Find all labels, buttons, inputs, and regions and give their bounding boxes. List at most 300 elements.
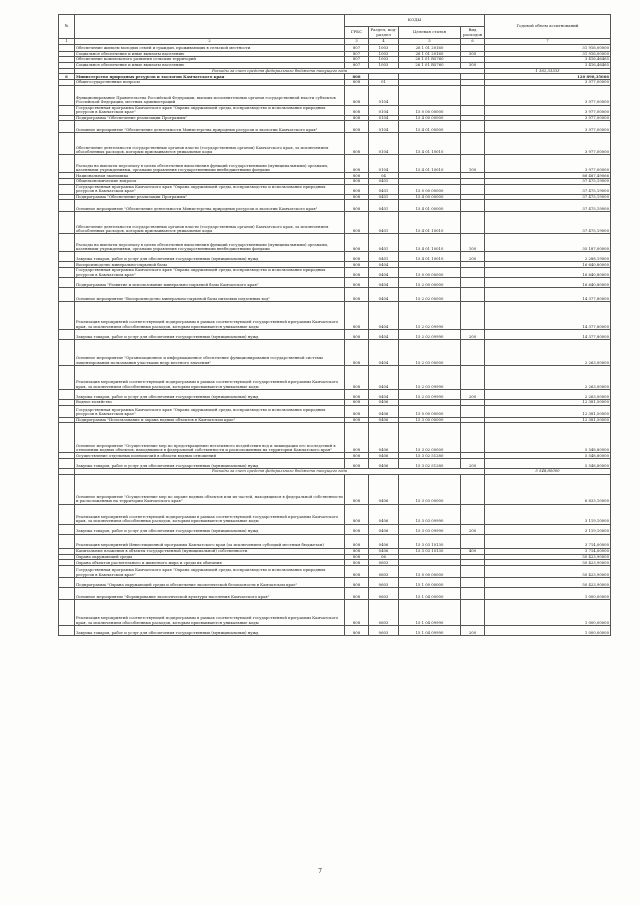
row-sum-cell: 37 475,19000 — [485, 200, 611, 212]
row-grbs-cell: 808 — [345, 405, 369, 417]
row-rz-cell: 01 — [369, 79, 399, 85]
row-grbs-cell: 807 — [345, 44, 369, 51]
row-rz-cell: 0404 — [369, 268, 399, 278]
table-row — [59, 133, 611, 155]
row-grbs-cell: 808 — [345, 234, 369, 252]
row-sum-cell: 5 548,80000 — [485, 453, 611, 459]
row-rz-cell: 0401 — [369, 184, 399, 194]
row-name-cell: Основное мероприятие "Обеспечение деятельности Министерства природных ресурсов и экологии Камчатского края" — [75, 121, 345, 133]
row-vr-cell — [461, 534, 485, 548]
row-vr-cell — [461, 423, 485, 453]
row-rz-cell: 0603 — [369, 566, 399, 578]
row-name-cell: Функционирование Правительства Российской Федерации, высших исполнительных органов государственной власти субъектов Российской Федерации, местных администраций — [75, 85, 345, 105]
row-sum-cell: 3 119,10000 — [485, 504, 611, 524]
table-row — [59, 588, 611, 600]
column-number: 7 — [485, 38, 611, 44]
row-rz-cell: 0603 — [369, 626, 399, 636]
row-rz-cell: 0406 — [369, 534, 399, 548]
row-grbs-cell: 807 — [345, 62, 369, 68]
table-row — [59, 600, 611, 626]
row-rz-cell: 0401 — [369, 252, 399, 262]
row-sum-cell: 1 000,00000 — [485, 600, 611, 626]
row-sum-cell: 3 977,00000 — [485, 115, 611, 121]
row-index-cell — [59, 600, 75, 626]
row-name-cell: Обеспечение деятельности государственных органов власти (государственных органов) Камчатского края, за исключением обособленных расходов, которым присваиваются уникальные коды — [75, 133, 345, 155]
table-row — [59, 534, 611, 548]
row-cs-cell: 26 1 01 R5760 — [399, 57, 461, 63]
row-vr-cell — [461, 566, 485, 578]
row-name-cell: Государственная программа Камчатского края "Охрана окружающей среды, воспроизводство и использование природных ресурсов в Камчатском крае" — [75, 184, 345, 194]
row-index-cell — [59, 133, 75, 155]
row-cs-cell: 15 3 02 00000 — [399, 423, 461, 453]
row-name-cell: Подпрограмма "Развитие и использование минерально-сырьевой базы Камчатского края" — [75, 278, 345, 288]
row-index-cell: 6 — [59, 74, 75, 80]
row-sum-cell: 2 263,00000 — [485, 390, 611, 400]
row-grbs-cell: 808 — [345, 459, 369, 469]
row-rz-cell: 0401 — [369, 200, 399, 212]
row-name-cell: Подпрограмма "Использование и охрана водных объектов в Камчатском крае" — [75, 417, 345, 423]
row-sum-cell: 1 000,00000 — [485, 626, 611, 636]
row-rz-cell: 0406 — [369, 459, 399, 469]
row-index-cell — [59, 534, 75, 548]
row-cs-cell: 15 4 00 00000 — [399, 194, 461, 200]
row-vr-cell — [461, 85, 485, 105]
row-sum-cell: 66 487,49066 — [485, 173, 611, 179]
header-cs: Целевая статья — [399, 27, 461, 38]
row-sum-cell: 6 833,10000 — [485, 474, 611, 504]
row-rz-cell: 0404 — [369, 330, 399, 340]
row-rz-cell: 0104 — [369, 133, 399, 155]
column-number: 6 — [461, 38, 485, 44]
row-rz-cell: 0404 — [369, 278, 399, 288]
row-grbs-cell: 808 — [345, 417, 369, 423]
row-cs-cell: 15 4 01 10010 — [399, 252, 461, 262]
row-rz-cell: 0404 — [369, 340, 399, 366]
row-vr-cell: 200 — [461, 459, 485, 469]
row-name-cell: Закупка товаров, работ и услуг для обеспечения государственных (муниципальных) нужд — [75, 390, 345, 400]
row-rz-cell: 0406 — [369, 504, 399, 524]
row-cs-cell: 15 1 04 00000 — [399, 588, 461, 600]
row-sum-cell: 12 381,50000 — [485, 400, 611, 406]
row-name-cell: Капитальные вложения в объекты государственной (муниципальной) собственности — [75, 548, 345, 554]
row-rz-cell: 0401 — [369, 179, 399, 185]
budget-table — [58, 14, 611, 636]
row-rz-cell: 0404 — [369, 302, 399, 330]
row-name-cell: Воспроизводство минерально-сырьевой базы — [75, 262, 345, 268]
row-grbs-cell: 808 — [345, 105, 369, 115]
row-rz-cell: 0404 — [369, 262, 399, 268]
row-grbs-cell: 808 — [345, 212, 369, 234]
row-sum-cell: 3 416,46465 — [485, 57, 611, 63]
row-grbs-cell: 808 — [345, 74, 369, 80]
row-vr-cell: 200 — [461, 626, 485, 636]
row-cs-cell: 15 2 02 09990 — [399, 302, 461, 330]
row-index-cell — [59, 268, 75, 278]
row-cs-cell: 15 4 01 10010 — [399, 212, 461, 234]
row-vr-cell: 200 — [461, 524, 485, 534]
column-number: 3 — [345, 38, 369, 44]
table-row — [59, 366, 611, 390]
row-name-cell: Расходы на выплаты персоналу в целях обеспечения выполнения функций государственными (муниципальными) органами, казенными учреждениями, органами управления государственными внебюджетными фондами — [75, 234, 345, 252]
row-name-cell: Государственная программа Камчатского края "Охрана окружающей среды, воспроизводство и использование природных ресурсов в Камчатском крае" — [75, 105, 345, 115]
row-grbs-cell: 808 — [345, 548, 369, 554]
row-index-cell — [59, 330, 75, 340]
row-name-cell: Общегосударственные вопросы — [75, 79, 345, 85]
row-rz-cell: 0404 — [369, 288, 399, 302]
row-sum-cell: 37 475,19000 — [485, 179, 611, 185]
row-index-cell — [59, 405, 75, 417]
row-sum-cell: 3 977,00000 — [485, 155, 611, 173]
row-index-cell — [59, 200, 75, 212]
row-cs-cell: 15 0 00 00000 — [399, 566, 461, 578]
row-vr-cell — [461, 44, 485, 51]
row-sum-cell: 50 423,90000 — [485, 566, 611, 578]
row-vr-cell — [461, 268, 485, 278]
row-name-cell: Государственная программа Камчатского края "Охрана окружающей среды, воспроизводство и использование природных ресурсов в Камчатском крае" — [75, 405, 345, 417]
row-name-cell: Закупка товаров, работ и услуг для обеспечения государственных (муниципальных) нужд — [75, 626, 345, 636]
row-cs-cell: 15 0 00 00000 — [399, 184, 461, 194]
row-index-cell — [59, 44, 75, 51]
row-sum-cell: 120 898,35066 — [485, 74, 611, 80]
row-cs-cell: 15 3 03 09990 — [399, 504, 461, 524]
row-name-cell: Социальное обеспечение и иные выплаты населению — [75, 62, 345, 68]
row-name-cell: Реализация мероприятий Инвестиционной программы Камчатского края (за исключением субсидий местным бюджетам) — [75, 534, 345, 548]
header-sum: Годовой объем ассигнований — [485, 15, 611, 39]
row-grbs-cell: 808 — [345, 340, 369, 366]
row-vr-cell — [461, 504, 485, 524]
row-name-cell: Охрана окружающей среды — [75, 554, 345, 560]
row-rz-cell: 0401 — [369, 234, 399, 252]
row-grbs-cell: 808 — [345, 278, 369, 288]
row-cs-cell: 15 2 00 00000 — [399, 278, 461, 288]
row-cs-cell — [399, 85, 461, 105]
row-vr-cell — [461, 578, 485, 588]
row-index-cell — [59, 578, 75, 588]
row-cs-cell: 15 3 03 09990 — [399, 524, 461, 534]
row-grbs-cell: 808 — [345, 115, 369, 121]
row-name-cell: Основное мероприятие "Воспроизводство минерально-сырьевой базы питьевых подземных вод" — [75, 288, 345, 302]
row-sum-cell: 2 288,19000 — [485, 252, 611, 262]
row-rz-cell: 0401 — [369, 194, 399, 200]
row-name-cell: Основное мероприятие "Организационное и информационное обеспечение функционирования государственной системы лицензирования пользования участками недр местного значения" — [75, 340, 345, 366]
row-index-cell — [59, 588, 75, 600]
row-name-cell: Водное хозяйство — [75, 400, 345, 406]
row-vr-cell — [461, 288, 485, 302]
row-name-cell: Подпрограмма "Обеспечение реализации Программы" — [75, 194, 345, 200]
row-cs-cell: 15 3 03 10130 — [399, 534, 461, 548]
row-cs-cell: 15 4 01 10010 — [399, 133, 461, 155]
row-grbs-cell: 808 — [345, 79, 369, 85]
row-grbs-cell: 808 — [345, 133, 369, 155]
row-grbs-cell: 808 — [345, 504, 369, 524]
row-name-cell: Закупка товаров, работ и услуг для обеспечения государственных (муниципальных) нужд — [75, 252, 345, 262]
row-sum-cell: 14 377,80000 — [485, 302, 611, 330]
row-sum-cell: 37 475,19000 — [485, 184, 611, 194]
row-rz-cell: 0404 — [369, 390, 399, 400]
table-row — [59, 459, 611, 469]
table-row — [59, 330, 611, 340]
row-name-cell: Расходы на выплаты персоналу в целях обеспечения выполнения функций государственными (муниципальными) органами, казенными учреждениями, органами управления государственными внебюджетными фондами — [75, 155, 345, 173]
row-sum-cell: 5 548,80000 — [485, 423, 611, 453]
table-row — [59, 268, 611, 278]
row-grbs-cell: 808 — [345, 366, 369, 390]
row-vr-cell — [461, 405, 485, 417]
row-grbs-cell: 808 — [345, 400, 369, 406]
row-index-cell — [59, 626, 75, 636]
row-grbs-cell: 808 — [345, 453, 369, 459]
row-name-cell: Государственная программа Камчатского края "Охрана окружающей среды, воспроизводство и использование природных ресурсов в Камчатском крае" — [75, 268, 345, 278]
row-vr-cell: 300 — [461, 51, 485, 57]
row-vr-cell — [461, 302, 485, 330]
row-index-cell — [59, 234, 75, 252]
row-name-cell: Реализация мероприятий соответствующей подпрограммы в рамках соответствующей государственной программы Камчатского края, за исключением обособленных расходов, которым присваиваются уникальные коды — [75, 302, 345, 330]
row-grbs-cell: 808 — [345, 173, 369, 179]
row-index-cell — [59, 184, 75, 194]
row-grbs-cell: 808 — [345, 252, 369, 262]
row-grbs-cell: 808 — [345, 534, 369, 548]
row-name-cell: Основное мероприятие "Формирование экологической культуры населения Камчатского края" — [75, 588, 345, 600]
row-sum-cell: 3 977,00000 — [485, 85, 611, 105]
row-sum-cell: 1 000,00000 — [485, 588, 611, 600]
table-row — [59, 566, 611, 578]
row-name-cell: Осуществление отдельных полномочий в области водных отношений — [75, 453, 345, 459]
row-index-cell — [59, 105, 75, 115]
row-grbs-cell: 808 — [345, 179, 369, 185]
row-cs-cell: 15 2 03 09990 — [399, 366, 461, 390]
row-sum-cell: 3 119,10000 — [485, 524, 611, 534]
row-note-cell: Расходы за счет средств федерального бюджета текущего года — [75, 68, 485, 74]
row-sum-cell: 31 916,00000 — [485, 51, 611, 57]
table-row — [59, 155, 611, 173]
table-row — [59, 423, 611, 453]
row-vr-cell: 100 — [461, 234, 485, 252]
header-grbs: ГРБС — [345, 27, 369, 38]
row-sum-cell: 12 381,50000 — [485, 417, 611, 423]
budget-sheet — [58, 14, 610, 636]
row-rz-cell: 1003 — [369, 57, 399, 63]
table-row — [59, 85, 611, 105]
row-sum-cell: 3 416,46465 — [485, 62, 611, 68]
row-index-cell — [59, 390, 75, 400]
row-index-cell — [59, 524, 75, 534]
row-rz-cell: 0603 — [369, 560, 399, 566]
row-name-cell: Закупка товаров, работ и услуг для обеспечения государственных (муниципальных) нужд — [75, 330, 345, 340]
table-row — [59, 200, 611, 212]
row-rz-cell: 0406 — [369, 524, 399, 534]
row-name-cell: Обеспечение жильем молодых семей и граждан, проживающих в сельской местности — [75, 44, 345, 51]
row-vr-cell — [461, 588, 485, 600]
row-rz-cell: 0406 — [369, 548, 399, 554]
row-sum-cell: 5 548,80000 — [485, 469, 611, 475]
row-index-cell — [59, 459, 75, 469]
row-name-cell: Обеспечение комплексного развития сельских территорий — [75, 57, 345, 63]
row-sum-cell: 35 187,00000 — [485, 234, 611, 252]
header-vr: Вид расходов — [461, 27, 485, 38]
table-row — [59, 44, 611, 51]
row-grbs-cell: 808 — [345, 121, 369, 133]
row-rz-cell: 0406 — [369, 423, 399, 453]
row-sum-cell: 16 640,80000 — [485, 278, 611, 288]
row-grbs-cell: 808 — [345, 423, 369, 453]
header-rz: Раздел, под-раздел — [370, 26, 397, 37]
row-grbs-cell: 808 — [345, 588, 369, 600]
row-name-cell: Закупка товаров, работ и услуг для обеспечения государственных (муниципальных) нужд — [75, 459, 345, 469]
row-sum-cell: 3 714,00000 — [485, 548, 611, 554]
row-rz-cell: 1003 — [369, 51, 399, 57]
row-sum-cell: 3 977,00000 — [485, 121, 611, 133]
table-row — [59, 121, 611, 133]
row-sum-cell: 3 977,00000 — [485, 105, 611, 115]
row-name-cell: Подпрограмма "Охрана окружающей среды и обеспечение экологической безопасности в Камчатском крае" — [75, 578, 345, 588]
row-grbs-cell: 808 — [345, 288, 369, 302]
row-grbs-cell: 808 — [345, 600, 369, 626]
row-vr-cell: 200 — [461, 252, 485, 262]
row-cs-cell: 15 1 04 09990 — [399, 600, 461, 626]
row-rz-cell: 04 — [369, 173, 399, 179]
row-cs-cell: 15 3 00 00000 — [399, 417, 461, 423]
row-name-cell: Реализация мероприятий соответствующей подпрограммы в рамках соответствующей государственной программы Камчатского края, за исключением обособленных расходов, которым присваиваются уникальные коды — [75, 366, 345, 390]
table-row — [59, 340, 611, 366]
row-sum-cell: 3 977,00000 — [485, 133, 611, 155]
table-body — [59, 44, 611, 635]
row-sum-cell: 14 377,80000 — [485, 330, 611, 340]
row-rz-cell: 0603 — [369, 578, 399, 588]
row-sum-cell: 3 714,00000 — [485, 534, 611, 548]
row-vr-cell: 400 — [461, 548, 485, 554]
table-row — [59, 405, 611, 417]
row-name-cell: Национальная экономика — [75, 173, 345, 179]
row-name-cell: Закупка товаров, работ и услуг для обеспечения государственных (муниципальных) нужд — [75, 524, 345, 534]
row-index-cell — [59, 288, 75, 302]
row-vr-cell — [461, 474, 485, 504]
row-cs-cell: 26 1 01 R5760 — [399, 62, 461, 68]
table-row — [59, 278, 611, 288]
row-vr-cell — [461, 121, 485, 133]
row-cs-cell: 15 0 00 00000 — [399, 268, 461, 278]
row-sum-cell: 16 640,80000 — [485, 262, 611, 268]
row-rz-cell: 0401 — [369, 212, 399, 234]
row-rz-cell: 0406 — [369, 453, 399, 459]
row-cs-cell: 15 4 01 10010 — [399, 234, 461, 252]
row-grbs-cell: 808 — [345, 268, 369, 278]
table-row — [59, 234, 611, 252]
row-sum-cell: 31 916,00000 — [485, 44, 611, 51]
row-rz-cell: 0404 — [369, 366, 399, 390]
row-index-cell — [59, 155, 75, 173]
table-row — [59, 474, 611, 504]
row-vr-cell — [461, 600, 485, 626]
row-grbs-cell: 808 — [345, 184, 369, 194]
row-rz-cell: 0406 — [369, 417, 399, 423]
row-index-cell — [59, 121, 75, 133]
row-grbs-cell: 808 — [345, 85, 369, 105]
row-vr-cell — [461, 278, 485, 288]
row-name-cell: Подпрограмма "Обеспечение реализации Программы" — [75, 115, 345, 121]
row-cs-cell: 15 4 01 00000 — [399, 200, 461, 212]
header-index: № — [59, 15, 75, 39]
table-row — [59, 105, 611, 115]
row-sum-cell: 3 977,00000 — [485, 79, 611, 85]
row-rz-cell: 0406 — [369, 405, 399, 417]
table-row — [59, 212, 611, 234]
row-cs-cell: 15 2 03 09990 — [399, 390, 461, 400]
row-vr-cell — [461, 366, 485, 390]
row-grbs-cell: 808 — [345, 155, 369, 173]
row-grbs-cell: 808 — [345, 566, 369, 578]
row-rz-cell: 0603 — [369, 600, 399, 626]
row-name-cell: Реализация мероприятий соответствующей подпрограммы в рамках соответствующей государственной программы Камчатского края, за исключением обособленных расходов, которым присваиваются уникальные коды — [75, 504, 345, 524]
row-grbs-cell: 808 — [345, 554, 369, 560]
row-sum-cell: 50 423,90000 — [485, 578, 611, 588]
row-sum-cell: 37 475,19000 — [485, 212, 611, 234]
row-vr-cell — [461, 340, 485, 366]
table-row — [59, 252, 611, 262]
row-index-cell — [59, 566, 75, 578]
row-grbs-cell: 808 — [345, 578, 369, 588]
row-grbs-cell: 808 — [345, 194, 369, 200]
row-cs-cell: 15 3 02 51280 — [399, 453, 461, 459]
row-index-cell — [59, 252, 75, 262]
row-name-cell: Государственная программа Камчатского края "Охрана окружающей среды, воспроизводство и использование природных ресурсов в Камчатском крае" — [75, 566, 345, 578]
column-number: 2 — [75, 38, 345, 44]
row-vr-cell — [461, 184, 485, 194]
row-grbs-cell: 808 — [345, 262, 369, 268]
table-row — [59, 504, 611, 524]
row-index-cell — [59, 212, 75, 234]
row-vr-cell: 200 — [461, 390, 485, 400]
row-name-cell: Основное мероприятие "Осуществление мер по охране водных объектов или их частей, находящихся в федеральной собственности и расположенных на территории Камчатского края" — [75, 474, 345, 504]
row-name-cell: Обеспечение деятельности государственных органов власти (государственных органов) Камчатского края, за исключением обособленных расходов, которым присваиваются уникальные коды — [75, 212, 345, 234]
table-row — [59, 184, 611, 194]
row-sum-cell: 1 362,33333 — [485, 68, 611, 74]
page-number: 7 — [318, 868, 322, 875]
row-index-cell — [59, 423, 75, 453]
column-number: 5 — [399, 38, 461, 44]
row-cs-cell: 15 1 00 00000 — [399, 578, 461, 588]
row-name-cell: Охрана объектов растительного и животного мира и среды их обитания — [75, 560, 345, 566]
row-name-cell: Реализация мероприятий соответствующей подпрограммы в рамках соответствующей государственной программы Камчатского края, за исключением обособленных расходов, которым присваиваются уникальные коды — [75, 600, 345, 626]
row-vr-cell: 300 — [461, 62, 485, 68]
row-rz-cell: 0104 — [369, 105, 399, 115]
column-number: 4 — [369, 38, 399, 44]
row-sum-cell: 2 263,00000 — [485, 366, 611, 390]
header-codes: КОДЫ — [345, 15, 485, 27]
row-index-cell — [59, 278, 75, 288]
row-vr-cell: 100 — [461, 155, 485, 173]
row-sum-cell: 37 475,19000 — [485, 194, 611, 200]
row-rz-cell: 0603 — [369, 588, 399, 600]
row-cs-cell: 15 3 03 10130 — [399, 548, 461, 554]
table-row — [59, 626, 611, 636]
row-sum-cell: 5 548,80000 — [485, 459, 611, 469]
row-cs-cell: 15 2 02 00000 — [399, 288, 461, 302]
column-number: 1 — [59, 38, 75, 44]
row-index-cell — [59, 474, 75, 504]
row-name-cell: Общеэкономические вопросы — [75, 179, 345, 185]
row-cs-cell: 15 0 00 00000 — [399, 105, 461, 115]
row-vr-cell — [461, 200, 485, 212]
row-index-cell — [59, 340, 75, 366]
row-vr-cell — [461, 133, 485, 155]
row-cs-cell: 15 4 00 00000 — [399, 115, 461, 121]
row-sum-cell: 50 423,90000 — [485, 560, 611, 566]
row-rz-cell: 0104 — [369, 155, 399, 173]
row-cs-cell: 15 4 01 10010 — [399, 155, 461, 173]
row-grbs-cell: 808 — [345, 560, 369, 566]
row-cs-cell: 15 3 02 51280 — [399, 459, 461, 469]
row-index-cell — [59, 366, 75, 390]
row-index-cell — [59, 302, 75, 330]
